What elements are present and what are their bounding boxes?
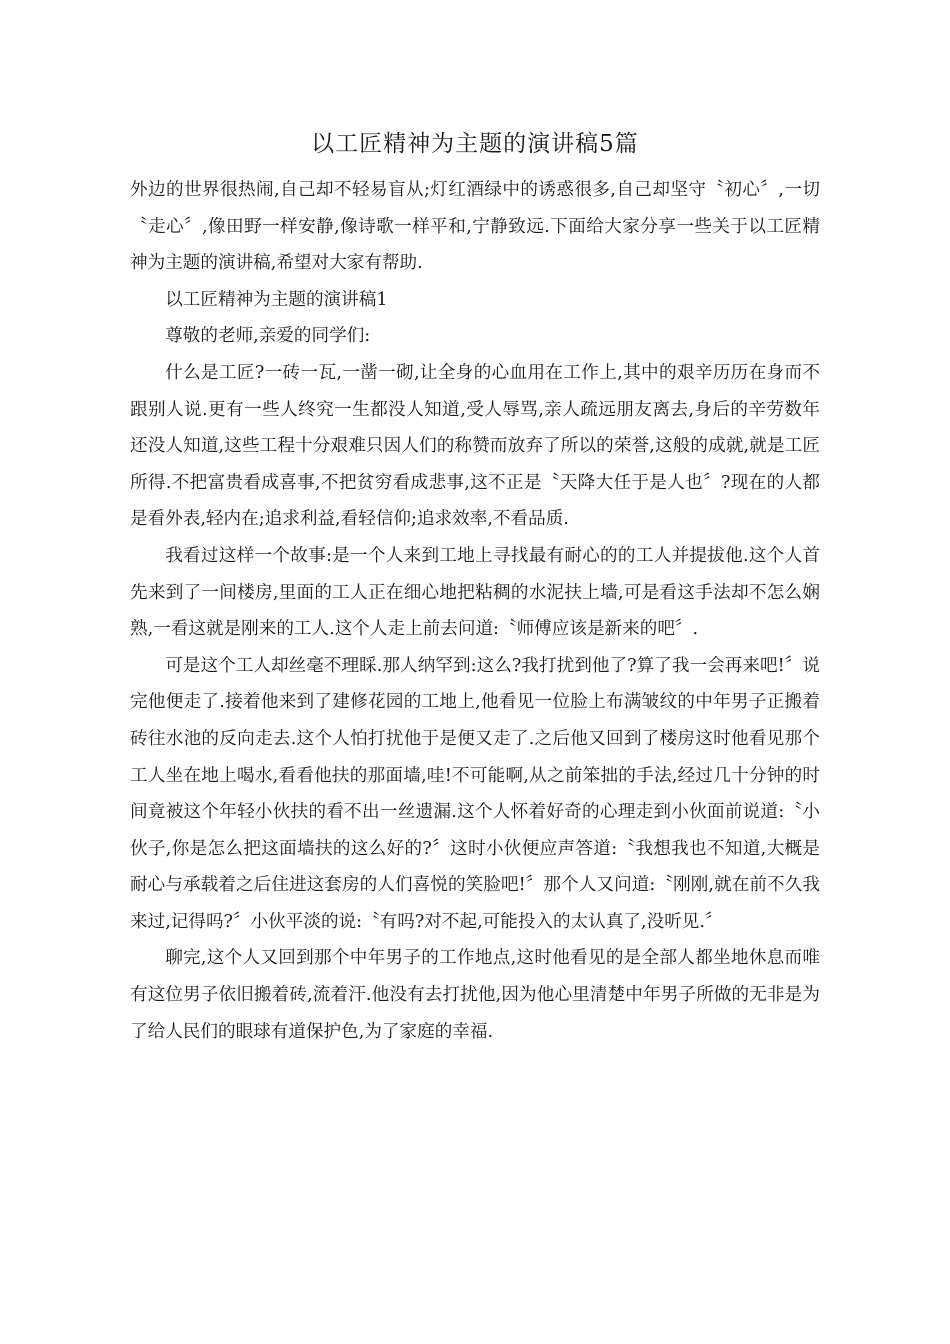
- body-paragraph: 可是这个工人却丝毫不理睬.那人纳罕到:这么?我打扰到他了?算了我一会再来吧!〞说完他便走了.接着他来到了建修花园的工地上,他看见一位脸上布满皱纹的中年男子正搬着砖往水池的反向走去.这个人怕打扰他于是便又走了.之后他又回到了楼房这时他看见那个工人坐在地上喝水,看看他扶的那面墙,哇!不可能啊,从之前笨拙的手法,经过几十分钟的时间竟被这个年轻小伙扶的看不出一丝遗漏.这个人怀着好奇的心理走到小伙面前说道:〝小伙子,你是怎么把这面墙扶的这么好的?〞这时小伙便应声答道:〝我想我也不知道,大概是耐心与承载着之后住进这套房的人们喜悦的笑脸吧!〞那个人又问道:〝刚刚,就在前不久我来过,记得吗?〞小伙平淡的说:〝有吗?对不起,可能投入的太认真了,没听见.〞: [130, 655, 820, 932]
- body-paragraph: 我看过这样一个故事:是一个人来到工地上寻找最有耐心的的工人并提拔他.这个人首先来到了一间楼房,里面的工人正在细心地把粘稠的水泥扶上墙,可是看这手法却不怎么娴熟,一看这就是刚来的工人.这个人走上前去问道:〝师傅应该是新来的吧〞.: [130, 545, 820, 640]
- salutation: 尊敬的老师,亲爱的同学们:: [165, 326, 371, 347]
- section-heading: 以工匠精神为主题的演讲稿1: [165, 289, 388, 310]
- document-body: [130, 172, 820, 1050]
- intro-paragraph: 外边的世界很热闹,自己却不轻易盲从;灯红酒绿中的诱惑很多,自己却坚守〝初心〞,一切〝走心〞,像田野一样安静,像诗歌一样平和,宁静致远.下面给大家分享一些关于以工匠精神为主题的演讲稿,希望对大家有帮助.: [130, 180, 820, 274]
- body-paragraph: 什么是工匠?一砖一瓦,一凿一砌,让全身的心血用在工作上,其中的艰辛历历在身而不跟别人说.更有一些人终究一生都没人知道,受人辱骂,亲人疏远朋友离去,身后的辛劳数年还没人知道,这些工程十分艰难只因人们的称赞而放弃了所以的荣誉,这般的成就,就是工匠所得.不把富贵看成喜事,不把贫穷看成悲事,这不正是〝天降大任于是人也〞?现在的人都是看外表,轻内在;追求利益,看轻信仰;追求效率,不看品质.: [130, 362, 820, 530]
- body-paragraph: 聊完,这个人又回到那个中年男子的工作地点,这时他看见的是全部人都坐地休息而唯有这位男子依旧搬着砖,流着汗.他没有去打扰他,因为他心里清楚中年男子所做的无非是为了给人民们的眼球有道保护色,为了家庭的幸福.: [130, 948, 820, 1042]
- document-title: 以工匠精神为主题的演讲稿5篇: [311, 131, 639, 157]
